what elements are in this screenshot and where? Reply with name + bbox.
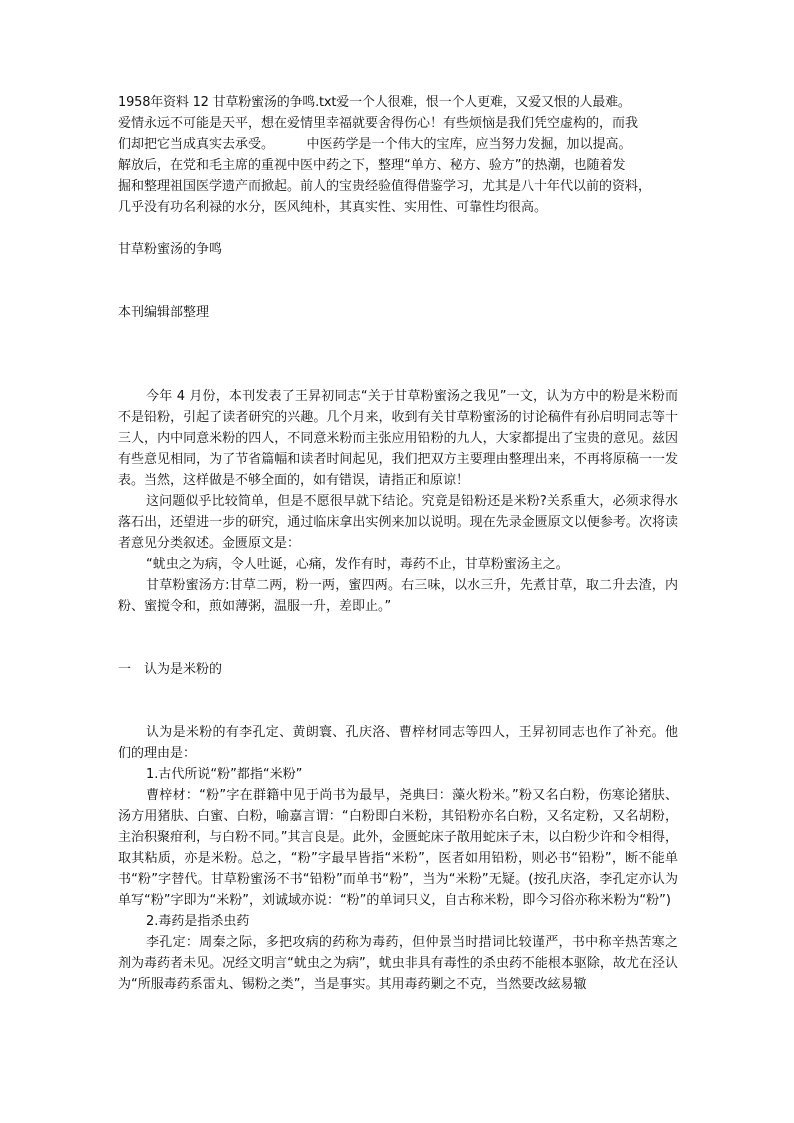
intro-paragraph — [118, 92, 678, 218]
quote-line: 甘草粉蜜汤方:甘草二两，粉一两，蜜四两。右三味，以水三升，先煮甘草，取二升去渣，内粉、蜜搅令和，煎如薄粥，温服一升，差即止。” — [118, 578, 678, 614]
point-heading: 1.古代所说“粉”都指“米粉” — [146, 767, 303, 782]
intro-line: 们却把它当成真实去承受。 中医药学是一个伟大的宝库，应当努力发掘，加以提高。 — [118, 137, 632, 152]
body-paragraph: 认为是米粉的有李孔定、黄朗寰、孔庆洛、曹梓材同志等四人，王昇初同志也作了补充。他们的理由是： — [118, 725, 678, 761]
quote-line: “蚘虫之为病，令人吐诞，心痛，发作有时，毒药不止，甘草粉蜜汤主之。 — [146, 557, 569, 572]
editor-credit: 本刊编辑部整理 — [118, 305, 210, 320]
section-heading: 一 认为是米粉的 — [118, 662, 223, 677]
body-paragraph: 今年 4 月份，本刊发表了王昇初同志“关于甘草粉蜜汤之我见”一文，认为方中的粉是米粉而不是铅粉，引起了读者研究的兴趣。几个月来，收到有关甘草粉蜜汤的讨论稿件有孙启明同志等十三人，内中同意米粉的四人，不同意米粉而主张应用铅粉的九人，大家都提出了宝贵的意见。兹因有些意见相同，为了节省篇幅和读者时间起见，我们把双方主要理由整理出来，不再将原稿一一发表。当然，这样做是不够全面的，如有错误，请指正和原谅！ — [118, 389, 678, 488]
document-page — [118, 92, 678, 995]
intro-line: 爱情永远不可能是天平，想在爱情里幸福就要舍得伤心！有些烦恼是我们凭空虚构的，而我 — [118, 116, 639, 131]
article-title: 甘草粉蜜汤的争鸣 — [118, 242, 223, 257]
body-paragraph: 曹梓材：“粉”字在群籍中见于尚书为最早，尧典曰：藻火粉米。”粉又名白粉，伤寒论猪肤、汤方用猪肤、白蜜、白粉，喻嘉言谓：“白粉即白米粉，其铅粉亦名白粉，又名定粉，又名胡粉，主治积聚疳利，与白粉不同。”其言良是。此外，金匮蛇床子散用蛇床子末，以白粉少许和令相得，取其粘质，亦是米粉。总之，“粉”字最早皆指“米粉”，医者如用铅粉，则必书“铅粉”，断不能单书“粉”字替代。甘草粉蜜汤不书“铅粉”而单书“粉”，当为“米粉”无疑。(按孔庆洛，李孔定亦认为单写“粉”字即为“米粉”，刘诚域亦说：“粉”的单词只义，自古称米粉，即今习俗亦称米粉为“粉”) — [118, 788, 678, 908]
intro-line: 1958年资料 12 甘草粉蜜汤的争鸣.txt爱一个人很难，恨一个人更难，又爱又恨的人最难。 — [118, 95, 631, 110]
intro-line: 解放后，在党和毛主席的重视中医中药之下，整理“单方、秘方、验方”的热潮，也随着发 — [118, 158, 626, 173]
body-paragraph: 李孔定：周秦之际，多把攻病的药称为毒药，但仲景当时措词比较谨严，书中称辛热苦寒之剂为毒药者未见。况经文明言“蚘虫之为病”，蚘虫非具有毒性的杀虫药不能根本驱除，故尤在泾认为“所服毒药系雷丸、锡粉之类”，当是事实。其用毒药剿之不克，当然要改絃易辙 — [118, 935, 678, 992]
intro-line: 几乎没有功名利禄的水分，医风纯朴，其真实性、实用性、可靠性均很高。 — [118, 200, 548, 215]
body-paragraph: 这问题似乎比较简单，但是不愿很早就下结论。究竟是铅粉还是米粉?关系重大，必须求得水落石出，还望进一步的研究，通过临床拿出实例来加以说明。现在先录金匮原文以便参考。次将读者意见分类叙述。金匮原文是： — [118, 494, 678, 551]
intro-line: 掘和整理祖国医学遗产而掀起。前人的宝贵经验值得借鉴学习，尤其是八十年代以前的资料， — [118, 179, 652, 194]
point-heading: 2.毒药是指杀虫药 — [146, 914, 250, 929]
